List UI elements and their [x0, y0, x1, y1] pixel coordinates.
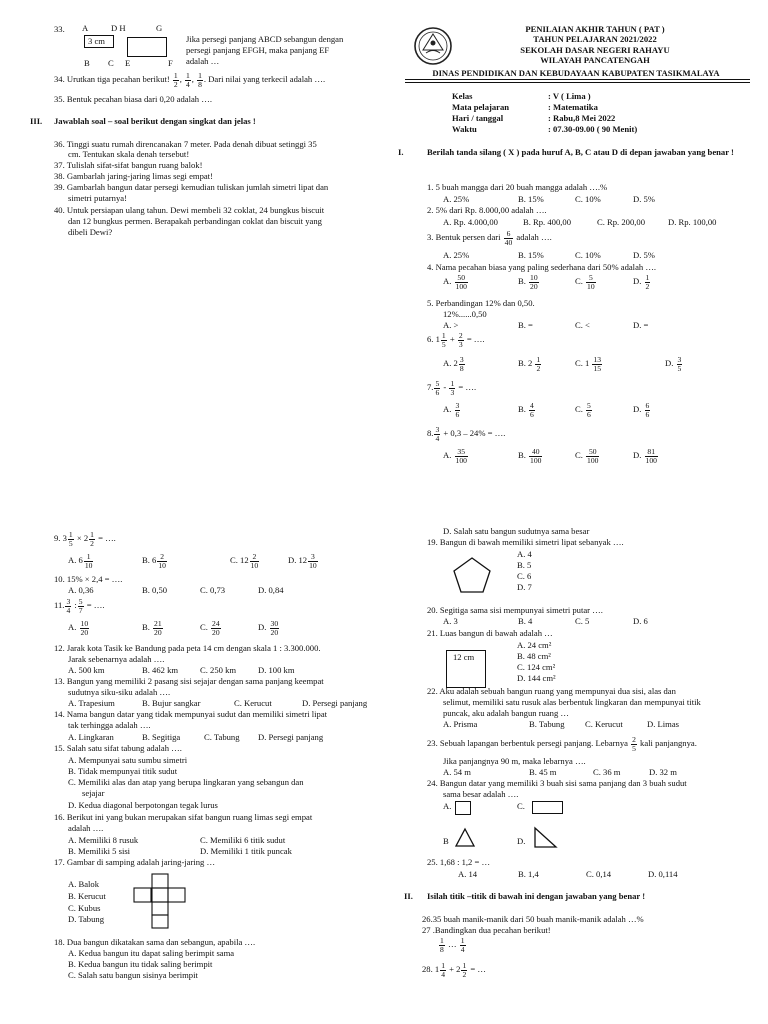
option[interactable]: B. Memiliki 5 sisi [68, 846, 131, 856]
header-line-4: WILAYAH PANCATENGAH [540, 55, 650, 66]
label-a: A [82, 23, 89, 33]
option[interactable]: B. 0,50 [142, 585, 168, 595]
q16-line1: 16. Berikut ini yang bukan merupakan sifat bangun ruang limas segi empat [54, 812, 313, 822]
rectangle-shape [532, 801, 563, 814]
q3-text: 3. Bentuk persen dari $\frac{6}{40}$ adalah …. [427, 229, 552, 247]
option[interactable]: A. Prisma [443, 719, 478, 729]
option[interactable]: D. $\frac{6}{6}$ [633, 401, 650, 419]
label-e: E [125, 58, 131, 68]
option[interactable]: C. 12 $\frac{2}{10}$ [230, 552, 259, 570]
q18-line1: 18. Dua bangun dikatakan sama dan sebangun, apabila …. [54, 937, 256, 947]
option[interactable]: C. 6 [517, 571, 532, 581]
q40-line1: 40. Untuk persiapan ulang tahun. Dewi membeli 32 coklat, 24 bungkus biscuit [54, 205, 325, 215]
q39-line2: simetri putarnya! [68, 193, 127, 203]
option[interactable]: D. $\frac{81}{100}$ [633, 447, 657, 465]
option[interactable]: D. 12 $\frac{3}{10}$ [288, 552, 317, 570]
option[interactable]: B. 45 m [529, 767, 557, 777]
equilateral-triangle-shape [455, 828, 475, 847]
option[interactable]: A. 24 cm² [517, 640, 552, 650]
option[interactable]: B. 2 $\frac{1}{2}$ [518, 355, 541, 373]
option[interactable]: D. 144 cm² [517, 673, 556, 683]
option[interactable]: A. > [443, 320, 459, 330]
q37: 37. Tulislah sifat-sifat bangun ruang balok! [54, 160, 203, 170]
option[interactable]: A. Rp. 4.000,00 [443, 217, 498, 227]
section1-number: I. [398, 147, 404, 157]
option[interactable]: A. 25% [443, 250, 470, 260]
header-line-3: SEKOLAH DASAR NEGERI RAHAYU [520, 44, 670, 55]
q22-line3: puncak, aku adalah bangun ruang … [443, 708, 569, 718]
option[interactable]: C. < [575, 320, 590, 330]
label-dh: D H [111, 23, 126, 33]
q33-text-2: persegi panjang EFGH, maka panjang EF [186, 45, 330, 55]
info-value: : 07.30-09.00 ( 90 Menit) [548, 124, 638, 134]
header-line-2: TAHUN PELAJARAN 2021/2022 [533, 34, 657, 45]
option[interactable]: A. Kedua bangun itu dapat saling berimpit sama [68, 948, 235, 958]
option[interactable]: A. 54 m [443, 767, 471, 777]
option[interactable]: D. 7 [517, 582, 532, 592]
option[interactable]: D. Salah satu bangun sudutnya sama besar [443, 526, 590, 536]
option[interactable]: A. 6 $\frac{1}{10}$ [68, 552, 93, 570]
option[interactable]: C. Rp. 200,00 [597, 217, 645, 227]
option[interactable]: C. 0,14 [586, 869, 612, 879]
label-c: C [108, 58, 114, 68]
option[interactable]: B. 4 [518, 616, 533, 626]
q36-line1: 36. Tinggi suatu rumah direncanakan 7 meter. Pada denah dibuat setinggi 35 [54, 139, 317, 149]
q1-text: 1. 5 buah mangga dari 20 buah mangga adalah ….% [427, 182, 608, 192]
info-label: Waktu [452, 124, 477, 134]
option[interactable]: A. Lingkaran [68, 732, 114, 742]
q9-text: 9. 3 $\frac{1}{5}$ × 2 $\frac{1}{2}$ = …. [54, 530, 116, 548]
option[interactable]: B [443, 836, 449, 846]
fraction: $\frac{1}{8}$ [198, 71, 202, 89]
option[interactable]: C. 124 cm² [517, 662, 556, 672]
right-triangle-shape [533, 827, 557, 848]
option[interactable]: A. Trapesium [68, 698, 115, 708]
option[interactable]: A. 2 $\frac{3}{8}$ [443, 355, 464, 373]
option[interactable]: A. 25% [443, 194, 470, 204]
option[interactable]: C. 1 $\frac{13}{15}$ [575, 355, 602, 373]
q17-line1: 17. Gambar di samping adalah jaring-jaring … [54, 857, 216, 867]
option[interactable]: C. $\frac{50}{100}$ [575, 447, 599, 465]
q22-line1: 22. Aku adalah sebuah bangun ruang yang mempunyai dua sisi, alas dan [427, 686, 676, 696]
option[interactable]: A. 3 [443, 616, 458, 626]
header-line-5: DINAS PENDIDIKAN DAN KEBUDAYAAN KABUPATEN TASIKMALAYA [432, 68, 720, 78]
q5-text: 5. Perbandingan 12% dan 0,50. [427, 298, 535, 308]
q7-text: 7. $\frac{5}{6}$ - $\frac{1}{3}$ = …. [427, 379, 477, 397]
option[interactable]: D. Persegi panjang [258, 732, 324, 742]
q19-line1: 19. Bangun di bawah memiliki simetri lipat sebanyak …. [427, 537, 624, 547]
q4-text: 4. Nama pecahan biasa yang paling sederhana dari 50% adalah …. [427, 262, 657, 272]
q38: 38. Gambarlah jaring-jaring limas segi empat! [54, 171, 213, 181]
option[interactable]: B. = [518, 320, 533, 330]
option[interactable]: A. $\frac{35}{100}$ [443, 447, 467, 465]
option[interactable]: C. 36 m [593, 767, 621, 777]
q34-text: 34. Urutkan tiga pecahan berikut! [54, 74, 170, 85]
option[interactable]: C. 10% [575, 250, 601, 260]
info-value: : V ( Lima ) [548, 91, 591, 101]
q24-line2: sama besar adalah …. [443, 789, 519, 799]
section3-title: Jawablah soal – soal berikut dengan singkat dan jelas ! [54, 116, 256, 126]
q11-text: 11. $\frac{3}{4}$ : $\frac{5}{7}$ = …. [54, 597, 105, 615]
option[interactable]: D. Memiliki 1 titik puncak [200, 846, 292, 856]
option[interactable]: B. $\frac{10}{20}$ [518, 273, 538, 291]
label-f: F [168, 58, 173, 68]
option[interactable]: A. Balok [68, 879, 100, 889]
option[interactable]: C. $\frac{5}{10}$ [575, 273, 595, 291]
pentagon-figure [452, 556, 492, 594]
q39-line1: 39. Gambarlah bangun datar persegi kemudian tuliskan jumlah simetri lipat dan [54, 182, 329, 192]
info-value: : Rabu,8 Mei 2022 [548, 113, 616, 123]
option[interactable]: A. 4 [517, 549, 532, 559]
rect-abcd-label: 3 cm [88, 36, 105, 46]
q20-line1: 20. Segitiga sama sisi mempunyai simetri putar …. [427, 605, 603, 615]
option[interactable]: C. Tabung [204, 732, 240, 742]
option[interactable]: D. [517, 836, 526, 846]
option[interactable]: C. $\frac{24}{20}$ [200, 619, 220, 637]
option[interactable]: A. $\frac{50}{100}$ [443, 273, 467, 291]
q6-text: 6. 1 $\frac{1}{5}$ + $\frac{2}{3}$ = …. [427, 331, 485, 349]
rect-abcd [84, 35, 114, 48]
q13-line2: sudutnya siku-siku adalah …. [68, 687, 171, 697]
q12-line2: Jarak sebenarnya adalah …. [68, 654, 165, 664]
option[interactable]: A. 14 [458, 869, 478, 879]
option[interactable]: B. Segitiga [142, 732, 181, 742]
cube-net-figure [133, 873, 187, 929]
option[interactable]: B. Tabung [529, 719, 565, 729]
info-value: : Matematika [548, 102, 598, 112]
q24-line1: 24. Bangun datar yang memiliki 3 buah sisi sama panjang dan 3 buah sudut [427, 778, 687, 788]
q35: 35. Bentuk pecahan biasa dari 0,20 adalah …. [54, 94, 212, 104]
option[interactable]: B. Tidak mempunyai titik sudut [68, 766, 178, 776]
option[interactable]: D. Persegi panjang [302, 698, 368, 708]
square-side-label: 12 cm [453, 652, 475, 662]
section2-title: Isilah titik –titik di bawah ini dengan jawaban yang benar ! [427, 891, 646, 901]
option[interactable]: B. 15% [518, 250, 544, 260]
option[interactable]: D. Kedua diagonal berpotongan tegak lurus [68, 800, 218, 810]
option[interactable]: B. Kedua bangun itu tidak saling berimpit [68, 959, 213, 969]
option[interactable]: B. $\frac{21}{20}$ [142, 619, 162, 637]
option[interactable]: C. $\frac{5}{6}$ [575, 401, 591, 419]
option[interactable]: D. 5% [633, 250, 655, 260]
option[interactable]: D. 32 m [649, 767, 677, 777]
q23-text: 23. Sebuah lapangan berbentuk persegi panjang. Lebarnya $\frac{2}{5}$ kali panjangnya. [427, 735, 697, 753]
option[interactable]: A. $\frac{3}{6}$ [443, 401, 460, 419]
header-divider-thin [405, 82, 750, 83]
q23-line2: Jika panjangnya 90 m, maka lebarnya …. [443, 756, 586, 766]
option[interactable]: D. $\frac{3}{5}$ [665, 355, 682, 373]
q34-text-end: . Dari nilai yang terkecil adalah …. [203, 74, 326, 85]
option[interactable]: B. Bujur sangkar [142, 698, 201, 708]
info-label: Mata pelajaran [452, 102, 510, 112]
q14-line2: tak terhingga adalah …. [68, 720, 151, 730]
q13-line1: 13. Bangun yang memiliki 2 pasang sisi sejajar dengan sama panjang keempat [54, 676, 324, 686]
option[interactable]: C. [517, 801, 525, 811]
q14-line1: 14. Nama bangun datar yang tidak mempunyai sudut dan memiliki simetri lipat [54, 709, 328, 719]
option[interactable]: C. Kerucut [585, 719, 623, 729]
q21-line1: 21. Luas bangun di bawah adalah … [427, 628, 553, 638]
option[interactable]: A. 0,36 [68, 585, 94, 595]
q40-line3: dibeli Dewi? [68, 227, 113, 237]
q28-text: 28. 1 $\frac{1}{4}$ + 2 $\frac{1}{2}$ = … [422, 961, 486, 979]
option[interactable]: A. Mempunyai satu sumbu simetri [68, 755, 188, 765]
q36-line2: cm. Tentukan skala denah tersebut! [68, 149, 190, 159]
q8-text: 8. $\frac{3}{4}$ + 0,3 – 24% = …. [427, 425, 506, 443]
header-line-1: PENILAIAN AKHIR TAHUN ( PAT ) [525, 24, 665, 34]
option[interactable]: C. 0,73 [200, 585, 226, 595]
option[interactable]: B. 15% [518, 194, 544, 204]
option[interactable]: A. Memiliki 8 rusuk [68, 835, 139, 845]
info-label: Kelas [452, 91, 473, 101]
info-label: Hari / tanggal [452, 113, 504, 123]
option[interactable]: D. Tabung [68, 914, 104, 924]
q15-line1: 15. Salah satu sifat tabung adalah …. [54, 743, 182, 753]
section2-number: II. [404, 891, 413, 901]
option[interactable]: A. 500 km [68, 665, 105, 675]
q33-text-3: adalah … [186, 56, 220, 66]
q16-line2: adalah …. [68, 823, 104, 833]
option[interactable]: A. [443, 801, 452, 811]
section3-number: III. [30, 116, 43, 126]
label-b: B [84, 58, 90, 68]
option[interactable]: B. 5 [517, 560, 532, 570]
section1-title: Berilah tanda silang ( X ) pada huruf A, B, C atau D di depan jawaban yang benar ! [427, 147, 734, 157]
option[interactable]: B. Kerucut [68, 891, 106, 901]
q10-text: 10. 15% × 2,4 = …. [54, 574, 123, 584]
q5-line2: 12%......0,50 [443, 309, 487, 319]
option[interactable]: D. 0,114 [648, 869, 678, 879]
option[interactable]: B. 6 $\frac{2}{10}$ [142, 552, 166, 570]
option[interactable]: D. Rp. 100,00 [668, 217, 717, 227]
q12-line1: 12. Jarak kota Tasik ke Bandung pada peta 14 cm dengan skala 1 : 3.300.000. [54, 643, 321, 653]
q22-line2: selimut, memiliki satu rusuk alas berbentuk lingkaran dan mempunyai titik [443, 697, 701, 707]
option[interactable]: B. 462 km [142, 665, 179, 675]
option[interactable]: D. Limas [647, 719, 679, 729]
fraction: $\frac{1}{2}$ [173, 71, 178, 89]
fraction: $\frac{6}{40}$ [504, 229, 513, 247]
option[interactable]: A. $\frac{10}{20}$ [68, 619, 89, 637]
option[interactable]: C. 10% [575, 194, 601, 204]
option[interactable]: B. Rp. 400,00 [523, 217, 571, 227]
option[interactable]: D. 5% [633, 194, 655, 204]
option[interactable]: D. = [633, 320, 649, 330]
q25-line1: 25. 1,68 : 1,2 = … [427, 857, 491, 867]
option[interactable]: B. $\frac{40}{100}$ [518, 447, 542, 465]
option[interactable]: C. Kubus [68, 903, 101, 913]
square-shape [455, 801, 471, 815]
header-divider [405, 79, 750, 80]
q26-text: 26.35 buah manik-manik dari 50 buah manik-manik adalah …% [422, 914, 644, 924]
option[interactable]: D. $\frac{1}{2}$ [633, 273, 650, 291]
option-continuation: sejajar [82, 788, 105, 798]
q27-fractions: $\frac{1}{8}$ … $\frac{1}{4}$ [440, 936, 465, 954]
option[interactable]: D. 0,84 [258, 585, 284, 595]
option[interactable]: B. 1,4 [518, 869, 539, 879]
q33-text-1: Jika persegi panjang ABCD sebangun dengan [186, 34, 344, 44]
rect-efgh [127, 37, 167, 57]
label-g: G [156, 23, 163, 33]
fraction: $\frac{1}{4}$ [186, 71, 190, 89]
option[interactable]: D. 100 km [258, 665, 295, 675]
q27-text: 27 .Bandingkan dua pecahan berikut! [422, 925, 551, 935]
q40-line2: dan 12 bungkus permen. Berapakah perbandingan coklat dan biscuit yang [68, 216, 322, 226]
q34: 34. Urutkan tiga pecahan berikut! $\frac{1}{2}$ , $\frac{1}{4}$ , $\frac{1}{8}$ . Dari nilai yang terkecil adalah …. [54, 71, 326, 89]
option[interactable]: C. 5 [575, 616, 590, 626]
option[interactable]: D. $\frac{30}{20}$ [258, 619, 279, 637]
option[interactable]: C. Kerucut [234, 698, 272, 708]
option[interactable]: D. 6 [633, 616, 648, 626]
option[interactable]: C. 250 km [200, 665, 237, 675]
option[interactable]: C. Memiliki alas dan atap yang berupa lingkaran yang sebangun dan [68, 777, 304, 787]
option[interactable]: B. 48 cm² [517, 651, 551, 661]
q2-text: 2. 5% dari Rp. 8.000,00 adalah …. [427, 205, 547, 215]
option[interactable]: C. Memiliki 6 titik sudut [200, 835, 286, 845]
option[interactable]: B. $\frac{4}{6}$ [518, 401, 534, 419]
option[interactable]: C. Salah satu bangun sisinya berimpit [68, 970, 198, 980]
square-figure [446, 650, 486, 688]
q33-number: 33. [54, 24, 65, 34]
